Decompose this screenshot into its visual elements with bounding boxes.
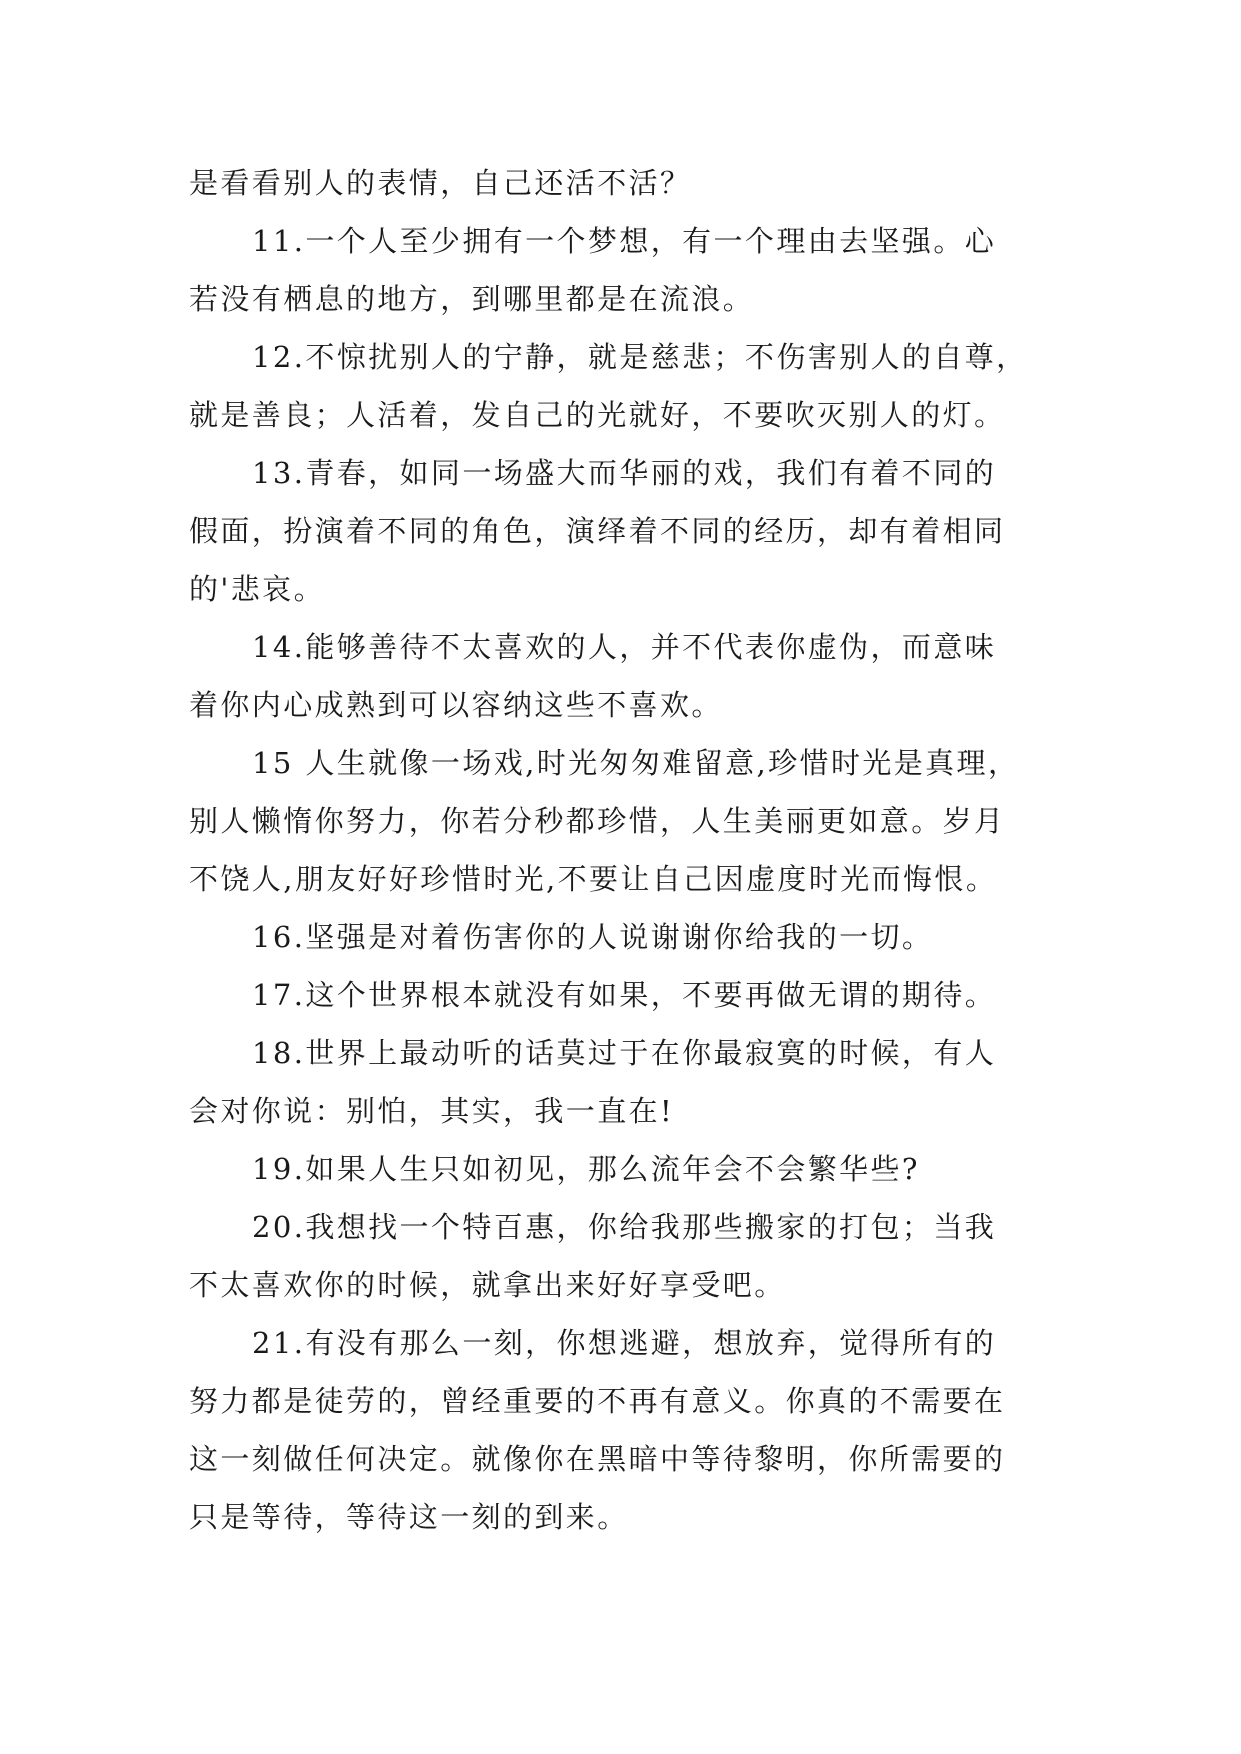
text-line: 14.能够善待不太喜欢的人，并不代表你虚伪，而意味 — [252, 630, 997, 664]
text-line: 别人懒惰你努力，你若分秒都珍惜，人生美丽更如意。岁月 — [189, 804, 1006, 838]
text-line: 20.我想找一个特百惠，你给我那些搬家的打包；当我 — [252, 1210, 997, 1244]
paragraph-p15 — [189, 734, 1059, 908]
text-line: 是看看别人的表情，自己还活不活？ — [189, 166, 692, 200]
paragraph-p17 — [189, 966, 1059, 1024]
paragraph-p20 — [189, 1198, 1059, 1314]
text-line: 的'悲哀。 — [189, 572, 325, 606]
paragraph-p11 — [189, 212, 1059, 328]
text-line: 着你内心成熟到可以容纳这些不喜欢。 — [189, 688, 723, 722]
text-line: 18.世界上最动听的话莫过于在你最寂寞的时候，有人 — [252, 1036, 997, 1070]
text-line: 若没有栖息的地方，到哪里都是在流浪。 — [189, 282, 755, 316]
text-line: 12.不惊扰别人的宁静，就是慈悲；不伤害别人的自尊， — [252, 340, 1028, 374]
paragraph-p10-cont — [189, 154, 1059, 212]
paragraph-p18 — [189, 1024, 1059, 1140]
text-line: 15 人生就像一场戏,时光匆匆难留意,珍惜时光是真理， — [252, 746, 1020, 780]
text-line: 11.一个人至少拥有一个梦想，有一个理由去坚强。心 — [252, 224, 997, 258]
paragraph-p16 — [189, 908, 1059, 966]
text-line: 21.有没有那么一刻，你想逃避，想放弃，觉得所有的 — [252, 1326, 997, 1360]
text-line: 不饶人,朋友好好珍惜时光,不要让自己因虚度时光而悔恨。 — [189, 862, 998, 896]
paragraph-p13 — [189, 444, 1059, 618]
text-line: 就是善良；人活着，发自己的光就好，不要吹灭别人的灯。 — [189, 398, 1006, 432]
paragraph-p21 — [189, 1314, 1059, 1546]
text-line: 这一刻做任何决定。就像你在黑暗中等待黎明，你所需要的 — [189, 1442, 1006, 1476]
text-line: 努力都是徒劳的，曾经重要的不再有意义。你真的不需要在 — [189, 1384, 1006, 1418]
text-line: 13.青春，如同一场盛大而华丽的戏，我们有着不同的 — [252, 456, 997, 490]
text-line: 不太喜欢你的时候，就拿出来好好享受吧。 — [189, 1268, 786, 1302]
text-line: 19.如果人生只如初见，那么流年会不会繁华些? — [252, 1152, 920, 1186]
document-body — [189, 154, 1059, 1546]
text-line: 会对你说：别怕，其实，我一直在! — [189, 1094, 675, 1128]
text-line: 17.这个世界根本就没有如果，不要再做无谓的期待。 — [252, 978, 997, 1012]
paragraph-p14 — [189, 618, 1059, 734]
paragraph-p19 — [189, 1140, 1059, 1198]
text-line: 16.坚强是对着伤害你的人说谢谢你给我的一切。 — [252, 920, 934, 954]
paragraph-p12 — [189, 328, 1059, 444]
text-line: 只是等待，等待这一刻的到来。 — [189, 1500, 629, 1534]
text-line: 假面，扮演着不同的角色，演绎着不同的经历，却有着相同 — [189, 514, 1006, 548]
